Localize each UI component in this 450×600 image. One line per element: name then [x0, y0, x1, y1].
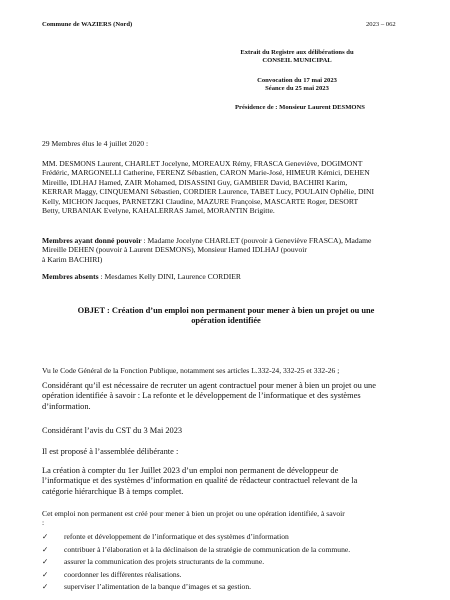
creation-line: catégorie hiérarchique B à temps complet.: [42, 486, 184, 496]
members-absents: [42, 272, 241, 281]
members-line: Frédéric, MARGONELLI Catherine, FERENZ Sébastien, CARON Marie-José, HIMEUR Kémici, DEHEN: [42, 168, 370, 178]
seance-date: Séance du 25 mai 2023: [265, 85, 329, 93]
deliberation-number: 2023 – 062: [366, 21, 396, 28]
list-item: [42, 544, 422, 557]
members-line: Kelly, MICHON Jacques, PARNETZKI Claudine, MAZURE Françoise, MASCARTE Roger, DESORT: [42, 196, 359, 206]
members-line: Betty, URBANIAK Evelyne, KAHALERRAS Jamel, MORANTIN Brigitte.: [42, 206, 275, 216]
list-item: [42, 581, 422, 594]
considerant-1: [42, 381, 414, 412]
considerant-line: d’information.: [42, 401, 91, 411]
extract-line-1: Extrait du Registre aux délibérations du: [240, 49, 354, 56]
list-item: [42, 556, 422, 569]
check-icon: ✓: [42, 582, 49, 592]
considerant-line: opération identifiée à savoir : La refonte et le développement de l’informatique et des systèmes: [42, 391, 361, 401]
check-icon: ✓: [42, 544, 49, 554]
list-item: [42, 531, 422, 544]
list-item-text: refonte et développement de l’informatique et des systèmes d’information: [64, 532, 289, 541]
check-icon: ✓: [42, 569, 49, 579]
check-icon: ✓: [42, 557, 49, 567]
members-pouvoir: [42, 236, 410, 264]
members-line: KERRAR Maggy, CINQUEMANI Sébastien, CORDIER Laurence, TABET Lucy, POULAIN Ophélie, DINI: [42, 187, 374, 197]
pouvoir-line: à Karim BACHIRI): [42, 254, 103, 264]
creation-line: l’informatique et des systèmes d’information en qualité de rédacteur contractuel relevant de la: [42, 476, 358, 486]
propose: Il est proposé à l’assemblée délibérante :: [42, 447, 179, 456]
members-intro: 29 Membres élus le 4 juillet 2020 :: [42, 139, 149, 148]
members-line: Mireille, IDLHAJ Hamed, ZAIR Mohamed, DISASSINI Guy, GAMBIER David, BACHIRI Karim,: [42, 177, 348, 187]
emploi-line: Cet emploi non permanent est créé pour mener à bien un projet ou une opération identifiée, à savoir: [42, 509, 345, 518]
members-present: [42, 159, 410, 215]
extract-title: [218, 49, 376, 65]
list-item-text: contribuer à l’élaboration et à la déclinaison de la stratégie de communication de la commune.: [64, 544, 351, 554]
pouvoir-line: Mireille DEHEN (pouvoir à Laurent DESMONS), Monsieur Hamed IDLHAJ (pouvoir: [42, 245, 307, 255]
list-item: [42, 569, 422, 582]
considerant-2: Considérant l’avis du CST du 3 Mai 2023: [42, 426, 183, 435]
creation-paragraph: [42, 466, 414, 497]
convocation-date: Convocation du 17 mai 2023: [257, 77, 337, 84]
considerant-line: Considérant qu’il est nécessaire de recruter un agent contractuel pour mener à bien un projet ou une: [42, 381, 376, 390]
creation-line: La création à compter du 1er Juillet 2023 d’un emploi non permanent de développeur de: [42, 466, 339, 475]
list-item-text: superviser l’alimentation de la banque d’images et sa gestion.: [64, 582, 252, 592]
commune-header: Commune de WAZIERS (Nord): [42, 21, 133, 28]
missions-list: [42, 531, 422, 594]
list-item-text: assurer la communication des projets structurants de la commune.: [64, 557, 265, 567]
objet-line-2: opération identifiée: [191, 316, 261, 326]
members-line: MM. DESMONS Laurent, CHARLET Jocelyne, MOREAUX Rémy, FRASCA Geneviève, DOGIMONT: [42, 159, 363, 168]
check-icon: ✓: [42, 532, 49, 541]
emploi-paragraph: [42, 509, 414, 528]
pouvoir-label: Membres ayant donné pouvoir: [42, 236, 142, 245]
objet-title: [30, 306, 422, 327]
emploi-line: :: [42, 518, 45, 528]
list-item-text: coordonner les différentes réalisations.: [64, 569, 182, 579]
vu-code: Vu le Code Général de la Fonction Publique, notamment ses articles L.332-24, 332-25 et 332-26 ;: [42, 366, 340, 375]
objet-line-1: OBJET : Création d’un emploi non permanent pour mener à bien un projet ou une: [77, 306, 375, 315]
presidence: Présidence de : Monsieur Laurent DESMONS: [235, 104, 365, 111]
absents-label: Membres absents: [42, 272, 99, 281]
extract-line-2: CONSEIL MUNICIPAL: [262, 57, 332, 65]
pouvoir-text: : Madame Jocelyne CHARLET (pouvoir à Geneviève FRASCA), Madame: [141, 236, 372, 245]
absents-text: : Mesdames Kelly DINI, Laurence CORDIER: [98, 272, 241, 281]
meeting-dates: [218, 77, 376, 93]
